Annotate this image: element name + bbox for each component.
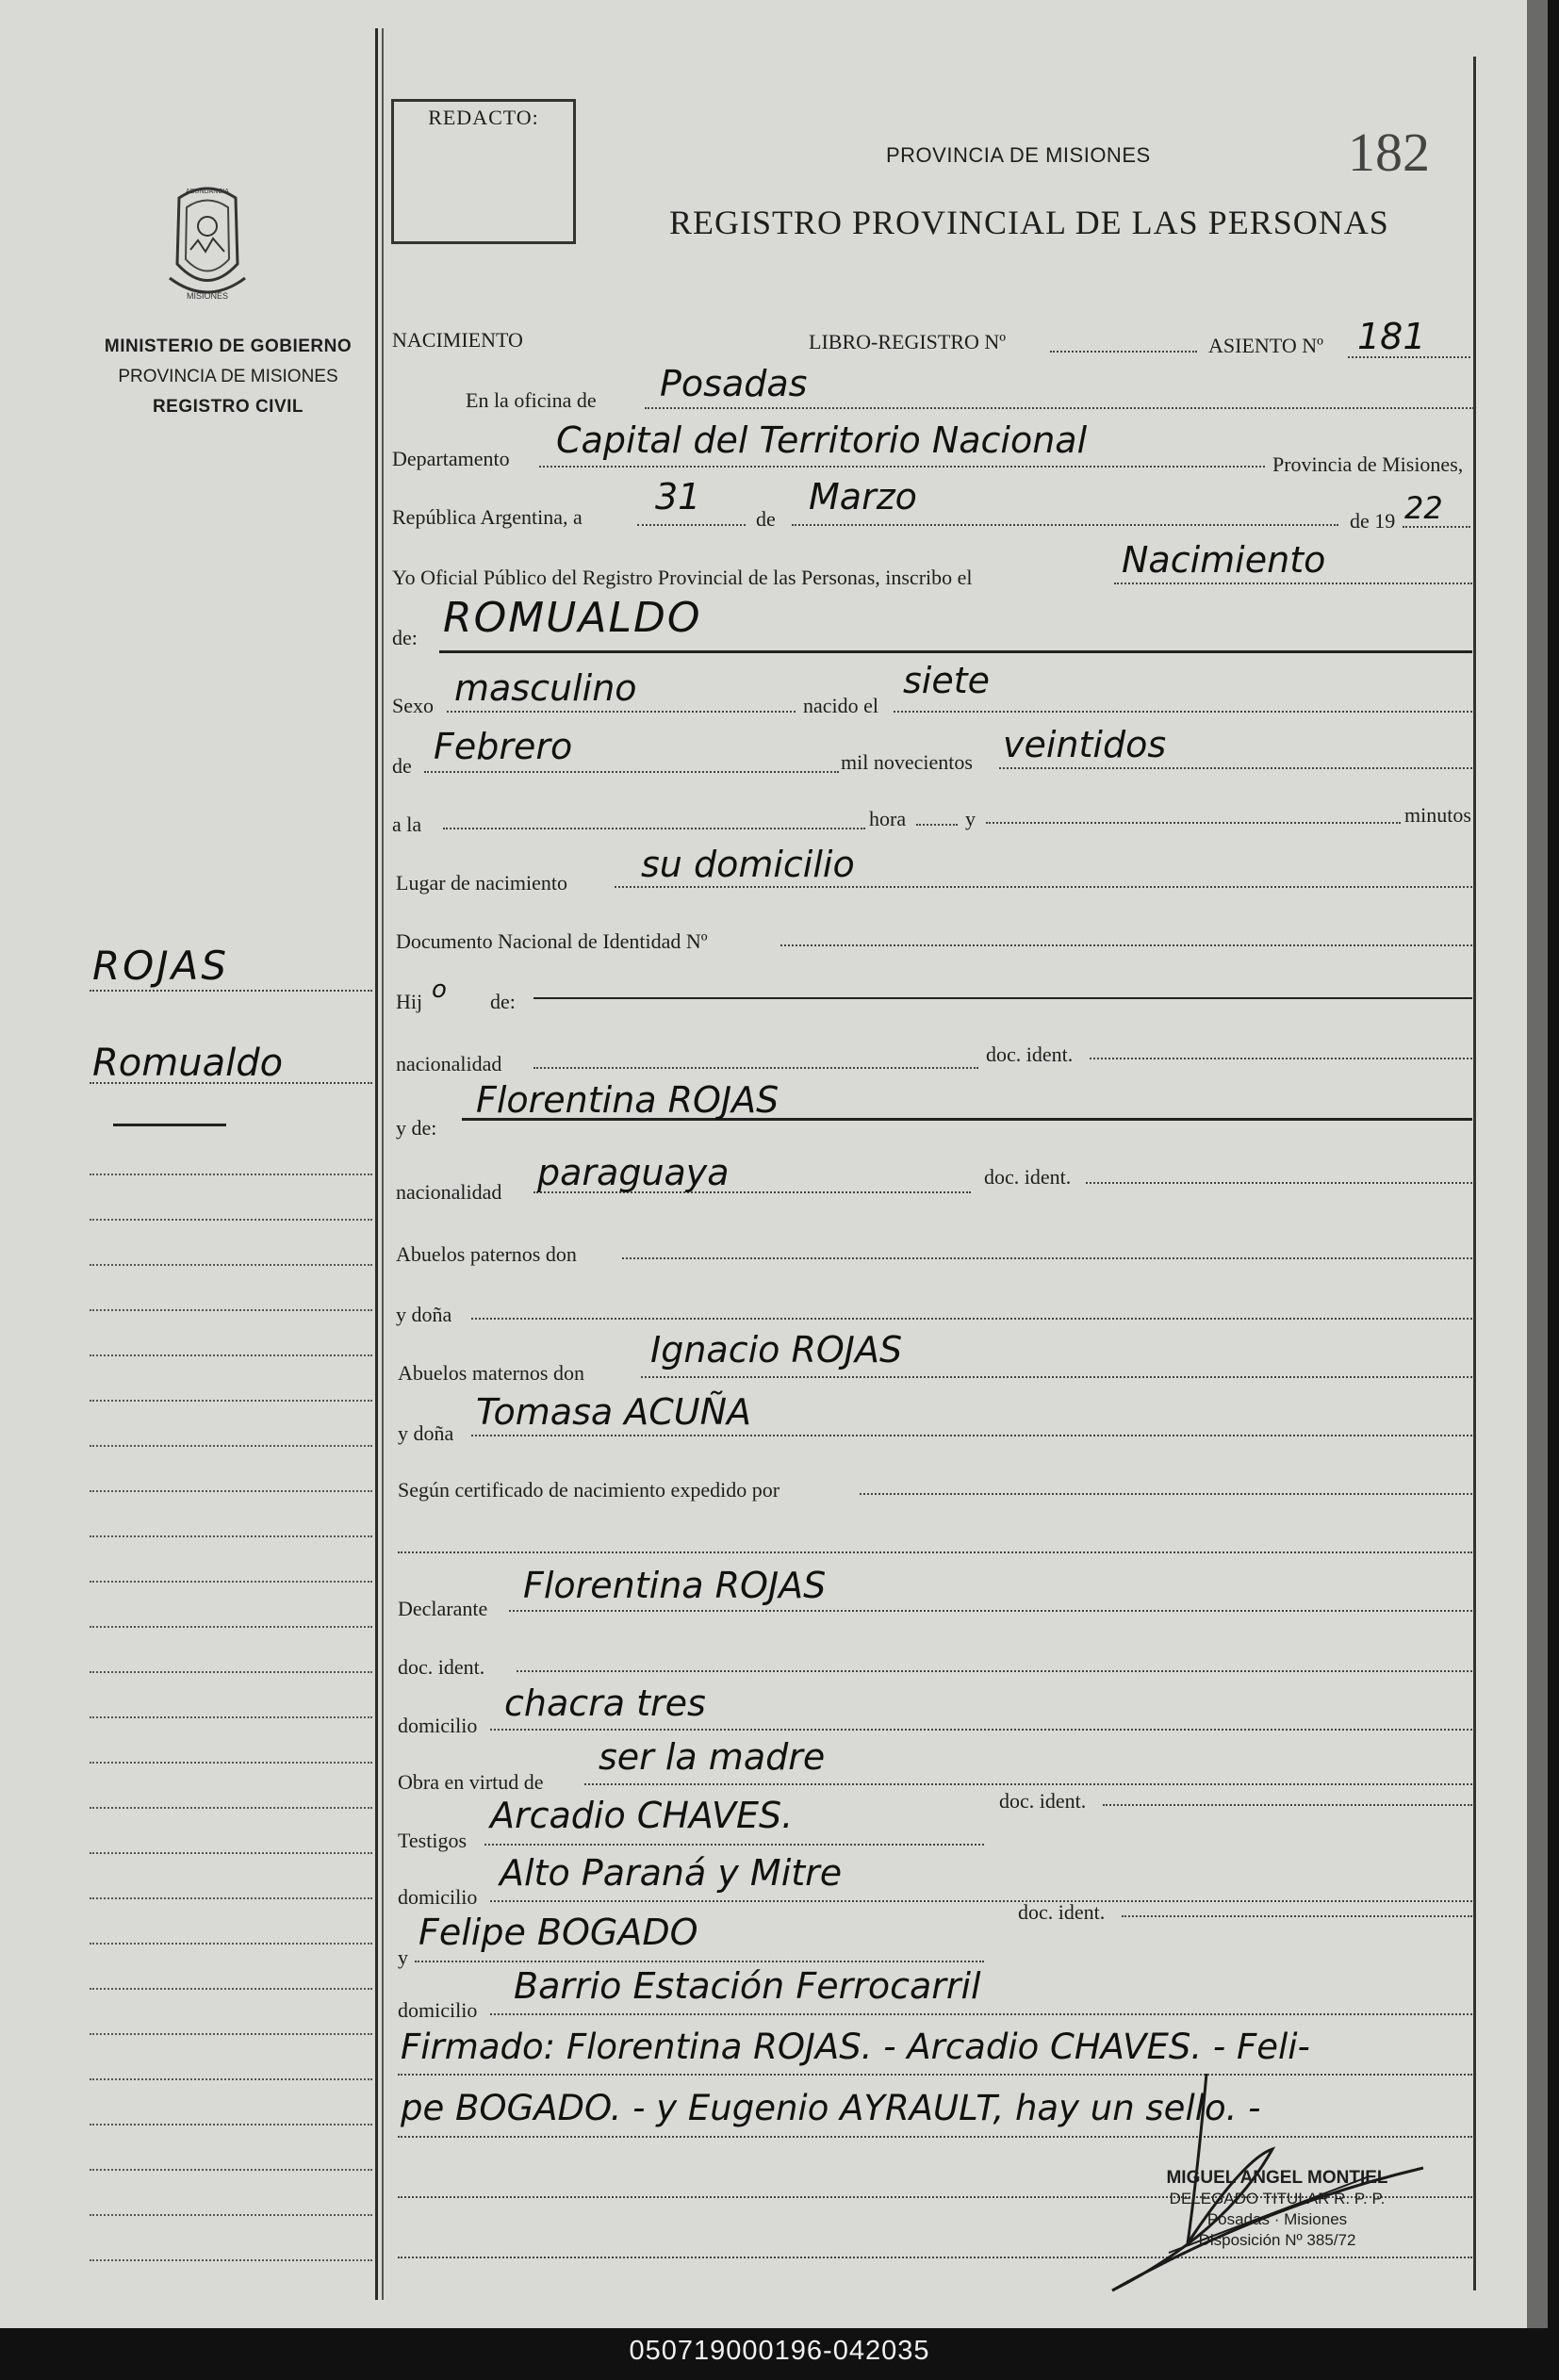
- signature-place: Posadas · Misiones: [1206, 2210, 1348, 2228]
- segun-line: [860, 1493, 1472, 1495]
- label-mil-novecientos: mil novecientos: [841, 750, 973, 774]
- declarante-line: [509, 1610, 1472, 1612]
- value-mes: Marzo: [809, 476, 917, 517]
- label-doc-ident-declarante: doc. ident.: [398, 1655, 485, 1679]
- label-asiento: ASIENTO Nº: [1208, 334, 1323, 357]
- label-y-dona-materna: y doña: [398, 1421, 454, 1445]
- label-de-nombre: de:: [392, 626, 418, 649]
- province-heading: PROVINCIA DE MISIONES: [886, 143, 1151, 167]
- value-madre: Florentina ROJAS: [476, 1079, 780, 1121]
- value-dia: 31: [655, 476, 701, 517]
- svg-text:MISIONES: MISIONES: [186, 291, 229, 301]
- label-domicilio-testigo1: domicilio: [398, 1885, 478, 1909]
- departamento-line: [539, 466, 1265, 468]
- label-y-dona-paterna: y doña: [396, 1303, 452, 1326]
- ministry-line3: REGISTRO CIVIL: [152, 397, 304, 417]
- label-minutos: minutos: [1404, 803, 1471, 827]
- svg-text:ABUNDANCIA: ABUNDANCIA: [186, 189, 229, 195]
- margin-line: [90, 990, 372, 992]
- label-nacionalidad-padre: nacionalidad: [396, 1052, 502, 1075]
- label-de-padre: de:: [490, 990, 516, 1013]
- label-y-testigo2: y: [398, 1945, 408, 1969]
- value-hij-suffix: o: [432, 976, 447, 1004]
- abuela-paterna-line: [471, 1318, 1472, 1320]
- segun-line-2: [398, 1551, 1472, 1553]
- label-segun: Según certificado de nacimiento expedido por: [398, 1478, 780, 1502]
- value-firmado-2: pe BOGADO. - y Eugenio AYRAULT, hay un sello. -: [401, 2088, 1261, 2128]
- label-republica: República Argentina, a: [392, 505, 583, 529]
- abuelo-materno-line: [641, 1376, 1472, 1378]
- inscribo-line: [1114, 583, 1472, 584]
- label-sexo: Sexo: [392, 694, 434, 717]
- nombre-line: [439, 650, 1472, 653]
- signature-name: MIGUEL ANGEL MONTIEL: [1166, 2168, 1388, 2188]
- hora-line: [916, 824, 958, 826]
- label-oficina: En la oficina de: [466, 388, 597, 412]
- label-y: y: [965, 807, 976, 830]
- value-sexo: masculino: [454, 667, 637, 709]
- margin-surname: ROJAS: [92, 943, 230, 989]
- right-border-line: [1473, 57, 1476, 2290]
- value-asiento: 181: [1357, 316, 1426, 357]
- redacto-label: REDACTO:: [428, 106, 539, 129]
- label-testigos: Testigos: [398, 1829, 468, 1852]
- doc-testigo1-line: [1103, 1804, 1472, 1806]
- abuela-materna-line: [471, 1435, 1472, 1436]
- ministry-heading: [87, 332, 369, 422]
- value-inscribo: Nacimiento: [1122, 539, 1326, 581]
- label-hij: Hij: [396, 990, 423, 1013]
- lugar-line: [615, 886, 1472, 888]
- dni-line: [780, 944, 1472, 946]
- abuelo-paterno-line: [622, 1257, 1472, 1259]
- label-obra: Obra en virtud de: [398, 1770, 544, 1794]
- label-libro: LIBRO-REGISTRO Nº: [809, 330, 1007, 353]
- libro-line: [1050, 351, 1197, 353]
- label-de-mes: de: [756, 507, 776, 531]
- value-abuelo-materno: Ignacio ROJAS: [650, 1329, 903, 1371]
- testigo1-line: [484, 1844, 984, 1846]
- label-departamento: Departamento: [392, 447, 510, 470]
- document-code: 050719000196-042035: [629, 2336, 930, 2366]
- doc-madre-line: [1086, 1182, 1472, 1184]
- value-declarante: Florentina ROJAS: [523, 1565, 827, 1606]
- margin-line: [90, 1082, 372, 1084]
- dia-line: [637, 524, 746, 526]
- nacido-anio-line: [999, 767, 1472, 769]
- domicilio-testigo2-line: [490, 2013, 1472, 2015]
- value-domicilio: chacra tres: [504, 1682, 706, 1724]
- signature-role: DELEGADO TITULAR R. P. P.: [1169, 2190, 1386, 2208]
- margin-divider: [375, 28, 378, 2300]
- margin-given-name: Romualdo: [92, 1042, 284, 1085]
- value-nacido-anio: veintidos: [1003, 724, 1167, 765]
- registry-title: REGISTRO PROVINCIAL DE LAS PERSONAS: [669, 204, 1389, 241]
- label-nacido-el: nacido el: [803, 694, 879, 717]
- nacido-mes-line: [424, 771, 839, 773]
- testigo2-line: [415, 1961, 984, 1962]
- label-abuelos-maternos: Abuelos maternos don: [398, 1361, 584, 1385]
- value-madre-nacionalidad: paraguaya: [537, 1152, 730, 1193]
- label-domicilio-testigo2: domicilio: [398, 1998, 478, 2022]
- nacido-line: [894, 711, 1472, 713]
- label-lugar: Lugar de nacimiento: [396, 871, 568, 895]
- margin-underline: [113, 1124, 226, 1126]
- label-nacionalidad-madre: nacionalidad: [396, 1180, 502, 1204]
- signature-stamp: [1122, 2168, 1433, 2251]
- obra-line: [584, 1783, 1472, 1785]
- value-nombre: ROMUALDO: [443, 594, 702, 642]
- label-doc-ident-madre: doc. ident.: [984, 1165, 1072, 1189]
- anio-line: [1403, 526, 1470, 528]
- a-la-line: [443, 828, 865, 829]
- value-firmado-1: Firmado: Florentina ROJAS. - Arcadio CHAVES. - Feli-: [401, 2027, 1310, 2067]
- value-nacido-dia: siete: [903, 660, 991, 701]
- value-anio: 22: [1404, 490, 1443, 526]
- value-abuela-materna: Tomasa ACUÑA: [476, 1391, 751, 1433]
- ministry-line1: MINISTERIO DE GOBIERNO: [104, 336, 353, 356]
- label-abuelos-paternos: Abuelos paternos don: [396, 1242, 577, 1266]
- domicilio-testigo1-line: [490, 1900, 1472, 1902]
- label-a-la: a la: [392, 812, 422, 836]
- value-testigo1: Arcadio CHAVES.: [490, 1795, 794, 1836]
- province-emblem-icon: [160, 174, 254, 316]
- sexo-line: [447, 711, 796, 713]
- oficina-line: [645, 407, 1474, 409]
- folio-number: 182: [1348, 122, 1430, 183]
- value-testigo1-domicilio: Alto Paraná y Mitre: [500, 1852, 843, 1894]
- label-nacimiento: NACIMIENTO: [392, 328, 523, 352]
- padre-line: [533, 997, 1472, 999]
- value-testigo2: Felipe BOGADO: [418, 1912, 698, 1953]
- mes-line: [792, 524, 1338, 526]
- label-declarante: Declarante: [398, 1597, 488, 1620]
- nacionalidad-padre-line: [533, 1067, 978, 1069]
- label-hora: hora: [869, 807, 907, 830]
- label-yo-oficial: Yo Oficial Público del Registro Provincial de las Personas, inscribo el: [392, 566, 973, 589]
- doc-padre-line: [1090, 1058, 1472, 1059]
- value-lugar: su domicilio: [641, 844, 855, 885]
- margin-divider-inner: [382, 28, 384, 2300]
- label-dni: Documento Nacional de Identidad Nº: [396, 929, 708, 953]
- label-y-de-madre: y de:: [396, 1116, 437, 1140]
- ministry-line2: PROVINCIA DE MISIONES: [118, 367, 338, 386]
- doc-declarante-line: [517, 1670, 1472, 1672]
- value-obra: ser la madre: [599, 1736, 826, 1778]
- doc-testigo2-line: [1122, 1915, 1472, 1917]
- label-domicilio: domicilio: [398, 1714, 478, 1737]
- page-edge: [1527, 0, 1548, 2328]
- value-nacido-mes: Febrero: [434, 726, 573, 767]
- domicilio-line: [490, 1729, 1472, 1731]
- value-testigo2-domicilio: Barrio Estación Ferrocarril: [514, 1965, 981, 2007]
- label-doc-ident-testigo1: doc. ident.: [999, 1789, 1087, 1813]
- label-doc-ident-padre: doc. ident.: [986, 1042, 1074, 1066]
- value-departamento: Capital del Territorio Nacional: [556, 419, 1088, 461]
- signature-disposicion: Disposición Nº 385/72: [1198, 2231, 1356, 2249]
- label-de-mes2: de: [392, 754, 412, 778]
- value-oficina: Posadas: [660, 363, 808, 404]
- label-doc-ident-testigo2: doc. ident.: [1018, 1900, 1106, 1924]
- redacto-box: [391, 99, 576, 244]
- label-de-19: de 19: [1350, 509, 1396, 533]
- minutos-line: [986, 822, 1401, 824]
- label-provincia: Provincia de Misiones,: [1272, 452, 1464, 476]
